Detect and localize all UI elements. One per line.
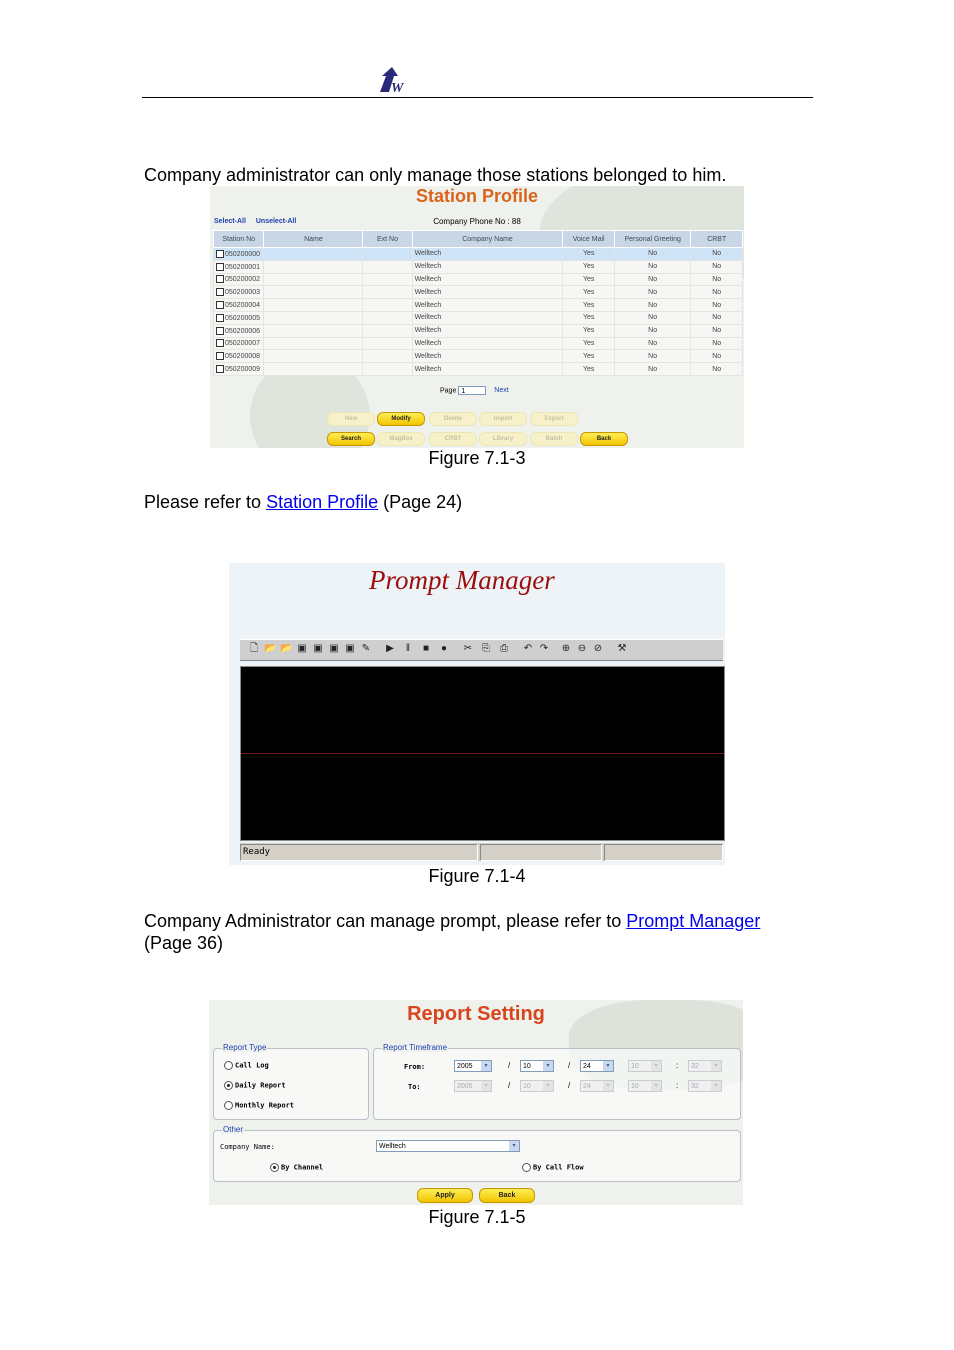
from-label: From:: [404, 1063, 426, 1071]
table-cell: [214, 363, 264, 376]
page-select[interactable]: 1: [458, 386, 486, 395]
daily-report-option[interactable]: Daily Report: [224, 1081, 286, 1090]
delete-button[interactable]: Delete: [429, 412, 477, 426]
row-checkbox[interactable]: [216, 301, 224, 309]
stop-icon[interactable]: ■: [422, 643, 430, 654]
back-button[interactable]: Back: [479, 1188, 535, 1203]
table-cell: [363, 363, 412, 376]
table-cell: [214, 273, 264, 286]
new-file-icon[interactable]: 🗋: [249, 643, 259, 654]
table-cell: [363, 350, 412, 363]
table-cell: [214, 337, 264, 350]
prompt-manager-link[interactable]: Prompt Manager: [626, 911, 761, 931]
table-cell: No: [691, 350, 743, 363]
save-icon[interactable]: ▣: [297, 643, 307, 654]
table-cell: No: [614, 311, 691, 324]
station-number: 050200000: [225, 250, 261, 258]
station-profile-screenshot: [210, 186, 744, 448]
row-checkbox[interactable]: [216, 250, 224, 258]
to-month-select[interactable]: 10 ▾: [520, 1080, 554, 1092]
column-header: Personal Greeting: [614, 231, 691, 248]
by-call-flow-option[interactable]: By Call Flow: [522, 1163, 584, 1172]
station-profile-reference: Please refer to Station Profile (Page 24): [144, 492, 463, 512]
table-cell: No: [691, 248, 743, 261]
other-group: [213, 1125, 741, 1182]
row-checkbox[interactable]: [216, 263, 224, 271]
table-cell: [363, 248, 412, 261]
table-cell: Yes: [563, 324, 614, 337]
row-checkbox[interactable]: [216, 352, 224, 360]
report-type-group: [213, 1043, 369, 1120]
figure-caption-2: Figure 7.1-4: [428, 866, 526, 886]
table-row[interactable]: [214, 260, 743, 273]
from-day-select[interactable]: 24 ▾: [580, 1060, 614, 1072]
table-row[interactable]: [214, 248, 743, 261]
pager: [440, 386, 509, 395]
batch-button[interactable]: Batch: [530, 432, 578, 446]
to-day-select[interactable]: 24 ▾: [580, 1080, 614, 1092]
company-logo-icon: [376, 66, 408, 94]
prompt-toolbar: [240, 639, 723, 661]
settings-tools-icon[interactable]: ⚒: [617, 643, 627, 654]
call-log-radio[interactable]: [224, 1061, 233, 1070]
table-cell: [264, 324, 363, 337]
station-profile-title: Station Profile: [415, 186, 538, 206]
station-number: 050200006: [225, 327, 261, 335]
pause-icon[interactable]: ‖: [405, 643, 411, 654]
import-button[interactable]: Import: [479, 412, 527, 426]
table-cell: No: [691, 273, 743, 286]
table-cell: [363, 286, 412, 299]
column-header: CRBT: [691, 231, 743, 248]
monthly-report-option[interactable]: Monthly Report: [224, 1101, 294, 1110]
station-profile-link[interactable]: Station Profile: [266, 492, 379, 512]
status-text: Ready: [240, 844, 478, 861]
crbt-button[interactable]: CRBT: [429, 432, 477, 446]
column-header: Ext No: [363, 231, 412, 248]
next-link[interactable]: Next: [494, 387, 509, 395]
daily-report-radio[interactable]: [224, 1081, 233, 1090]
table-cell: [363, 311, 412, 324]
table-cell: [264, 273, 363, 286]
company-phone-label: Company Phone No : 88: [433, 217, 521, 226]
status-cell-2: [480, 844, 602, 861]
table-cell: [264, 299, 363, 312]
table-cell: [214, 311, 264, 324]
prompt-manager-reference: Company Administrator can manage prompt, please refer to Prompt Manager (Page 36): [144, 911, 761, 953]
from-month-select[interactable]: 10 ▾: [520, 1060, 554, 1072]
table-row[interactable]: [214, 311, 743, 324]
station-number: 050200003: [225, 289, 261, 297]
table-row[interactable]: [214, 337, 743, 350]
table-cell: No: [614, 260, 691, 273]
from-minute-select[interactable]: 32 ▾: [688, 1060, 722, 1072]
paste-icon[interactable]: ⎙: [500, 643, 508, 654]
column-header: Name: [264, 231, 363, 248]
company-name-label: Company Name:: [220, 1143, 275, 1151]
table-cell: [214, 248, 264, 261]
open-recent-icon[interactable]: 📂: [280, 643, 293, 654]
to-label: To:: [408, 1083, 421, 1091]
table-row[interactable]: [214, 324, 743, 337]
table-cell: [363, 299, 412, 312]
undo-icon[interactable]: ↶: [523, 643, 533, 654]
table-cell: Yes: [563, 350, 614, 363]
table-cell: Welltech: [412, 299, 563, 312]
cut-icon[interactable]: ✂: [463, 643, 473, 654]
table-cell: [264, 363, 363, 376]
table-row[interactable]: [214, 363, 743, 376]
zoom-fit-icon[interactable]: ⊘: [593, 643, 603, 654]
to-minute-select[interactable]: 32 ▾: [688, 1080, 722, 1092]
edit-icon[interactable]: ✎: [361, 643, 371, 654]
monthly-report-radio[interactable]: [224, 1101, 233, 1110]
by-channel-radio[interactable]: [270, 1163, 279, 1172]
magbox-button[interactable]: MagBox: [377, 432, 425, 446]
table-cell: [264, 311, 363, 324]
redo-icon[interactable]: ↷: [539, 643, 549, 654]
table-cell: Welltech: [412, 273, 563, 286]
from-year-select[interactable]: 2005 ▾: [454, 1060, 492, 1072]
table-cell: No: [614, 248, 691, 261]
station-table: [213, 230, 743, 376]
column-header: Company Name: [412, 231, 563, 248]
table-cell: Welltech: [412, 350, 563, 363]
table-cell: No: [614, 350, 691, 363]
table-cell: Welltech: [412, 286, 563, 299]
export-button[interactable]: Export: [530, 412, 578, 426]
table-cell: No: [691, 311, 743, 324]
table-cell: [363, 337, 412, 350]
unselect-all-link[interactable]: Unselect-All: [255, 218, 297, 225]
table-cell: Yes: [563, 248, 614, 261]
intro-paragraph: Company administrator can only manage those stations belonged to him.: [144, 165, 727, 185]
table-cell: Yes: [563, 337, 614, 350]
status-bar: [240, 843, 723, 861]
station-number: 050200004: [225, 301, 261, 309]
station-number: 050200002: [225, 276, 261, 284]
other-legend: Other: [223, 1125, 244, 1134]
row-checkbox[interactable]: [216, 339, 224, 347]
table-cell: Yes: [563, 311, 614, 324]
call-log-option[interactable]: Call Log: [224, 1061, 269, 1070]
company-name-select[interactable]: Welltech ▾: [376, 1140, 520, 1152]
table-cell: [363, 273, 412, 286]
table-cell: [214, 260, 264, 273]
table-row[interactable]: [214, 299, 743, 312]
row-checkbox[interactable]: [216, 288, 224, 296]
table-cell: No: [614, 324, 691, 337]
table-row[interactable]: [214, 286, 743, 299]
table-cell: [264, 286, 363, 299]
table-cell: [264, 350, 363, 363]
zoom-out-icon[interactable]: ⊖: [577, 643, 587, 654]
column-header: Station No: [214, 231, 264, 248]
table-cell: No: [691, 286, 743, 299]
open-folder-icon[interactable]: 📂: [264, 643, 277, 654]
table-cell: No: [614, 363, 691, 376]
table-cell: Yes: [563, 299, 614, 312]
table-cell: [264, 248, 363, 261]
table-row[interactable]: [214, 273, 743, 286]
table-cell: No: [614, 337, 691, 350]
table-cell: Welltech: [412, 311, 563, 324]
save-all-icon[interactable]: ▣: [329, 643, 339, 654]
status-cell-3: [604, 844, 723, 861]
page-label: Page: [440, 387, 457, 395]
row-checkbox[interactable]: [216, 365, 224, 373]
report-timeframe-group: Report Timeframe From: To: 2005 ▾ / 10 ▾ / 24 ▾ 10 ▾ : 32 ▾ 2005 ▾ / 10 ▾ / 24 ▾ 10 ▾ : 32 ▾: [373, 1048, 741, 1120]
table-cell: No: [614, 286, 691, 299]
prompt-manager-title: Prompt Manager: [369, 565, 555, 595]
report-timeframe-legend: Report Timeframe: [383, 1043, 448, 1052]
figure-caption-1: Figure 7.1-3: [428, 448, 526, 468]
search-button[interactable]: Search: [327, 432, 375, 446]
table-cell: [264, 260, 363, 273]
row-checkbox[interactable]: [216, 275, 224, 283]
report-type-legend: Report Type: [223, 1043, 267, 1052]
table-cell: Yes: [563, 260, 614, 273]
select-all-link[interactable]: Select-All: [214, 218, 246, 225]
table-cell: Yes: [563, 363, 614, 376]
from-hour-select[interactable]: 10 ▾: [628, 1060, 662, 1072]
table-cell: No: [614, 299, 691, 312]
waveform-display[interactable]: [240, 666, 725, 841]
zoom-in-icon[interactable]: ⊕: [561, 643, 571, 654]
table-cell: No: [691, 260, 743, 273]
table-cell: Welltech: [412, 324, 563, 337]
table-cell: [363, 324, 412, 337]
copy-file-icon[interactable]: ▣: [345, 643, 355, 654]
station-number: 050200001: [225, 263, 261, 271]
table-cell: Welltech: [412, 363, 563, 376]
station-number: 050200007: [225, 340, 261, 348]
figure-caption-3: Figure 7.1-5: [428, 1207, 526, 1227]
table-cell: No: [691, 324, 743, 337]
back-button[interactable]: Back: [580, 432, 628, 446]
table-row[interactable]: [214, 350, 743, 363]
save-as-icon[interactable]: ▣: [313, 643, 323, 654]
column-header: Voice Mail: [563, 231, 614, 248]
table-cell: No: [691, 363, 743, 376]
copy-icon[interactable]: ⎘: [482, 643, 490, 654]
svg-text:W: W: [391, 81, 404, 94]
by-channel-option[interactable]: By Channel: [270, 1163, 323, 1172]
table-cell: Welltech: [412, 248, 563, 261]
station-number: 050200009: [225, 365, 261, 373]
report-setting-title: Report Setting: [407, 1003, 545, 1025]
table-cell: No: [614, 273, 691, 286]
station-number: 050200008: [225, 353, 261, 361]
prompt-manager-screenshot: [229, 563, 725, 865]
table-cell: [214, 324, 264, 337]
table-cell: Yes: [563, 273, 614, 286]
record-icon[interactable]: ●: [440, 643, 448, 654]
to-year-select[interactable]: 2005 ▾: [454, 1080, 492, 1092]
table-cell: [214, 299, 264, 312]
library-button[interactable]: Library: [479, 432, 527, 446]
new-button[interactable]: New: [327, 412, 375, 426]
table-cell: Welltech: [412, 260, 563, 273]
table-cell: [214, 350, 264, 363]
row-checkbox[interactable]: [216, 327, 224, 335]
row-checkbox[interactable]: [216, 314, 224, 322]
table-cell: [264, 337, 363, 350]
table-cell: No: [691, 337, 743, 350]
play-icon[interactable]: ▶: [386, 643, 394, 654]
station-number: 050200005: [225, 314, 261, 322]
waveform-baseline: [241, 753, 724, 754]
by-call-flow-radio[interactable]: [522, 1163, 531, 1172]
to-hour-select[interactable]: 10 ▾: [628, 1080, 662, 1092]
table-cell: Welltech: [412, 337, 563, 350]
apply-button[interactable]: Apply: [417, 1188, 473, 1203]
header-rule: [142, 97, 813, 98]
report-setting-screenshot: [209, 1000, 743, 1205]
table-cell: [214, 286, 264, 299]
modify-button[interactable]: Modify: [377, 412, 425, 426]
table-cell: No: [691, 299, 743, 312]
table-cell: Yes: [563, 286, 614, 299]
table-cell: [363, 260, 412, 273]
